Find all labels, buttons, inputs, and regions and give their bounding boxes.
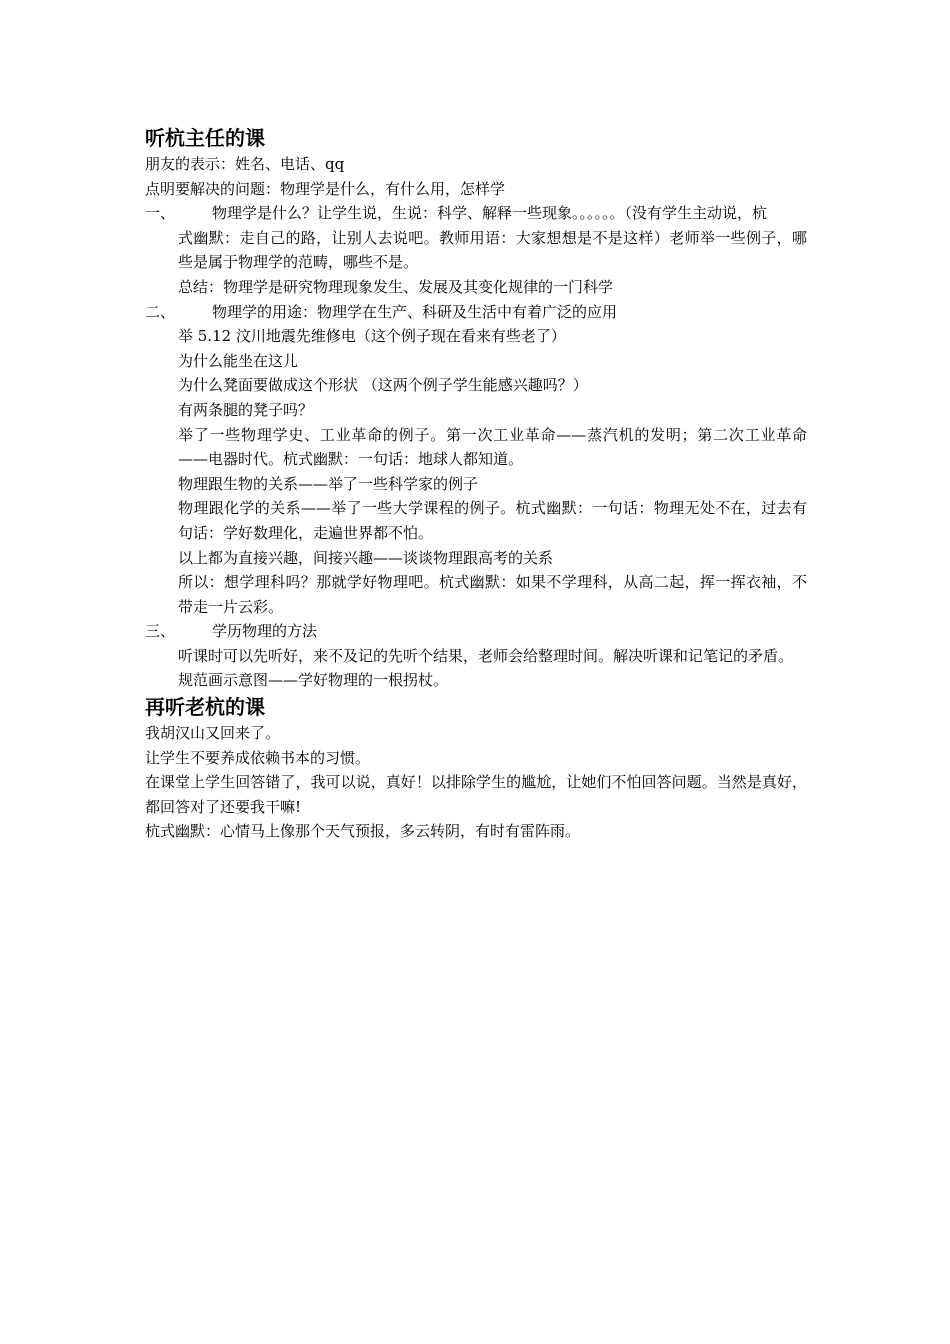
section-2-item: 物理跟化学的关系——举了一些大学课程的例子。杭式幽默：一句话：物理无处不在，过去有句话：学好数理化，走遍世界都不怕。	[178, 499, 807, 542]
section-3	[145, 619, 807, 644]
section-2-item: 举了一些物理学史、工业革命的例子。第一次工业革命——蒸汽机的发明；第二次工业革命——电器时代。杭式幽默：一句话：地球人都知道。	[178, 425, 807, 469]
section-1	[145, 201, 807, 226]
section-2-item: 以上都为直接兴趣，间接兴趣——谈谈物理跟高考的关系	[178, 548, 554, 567]
section-3-title: 学历物理的方法	[212, 622, 318, 641]
section-3-item: 规范画示意图——学好物理的一根拐杖。	[178, 671, 449, 690]
section-1-number: 一、	[145, 204, 176, 223]
section-2-title: 物理学的用途：物理学在生产、科研及生活中有着广泛的应用	[212, 302, 618, 321]
section-2-item: 物理跟生物的关系——举了一些科学家的例子	[178, 474, 479, 493]
section-1-summary: 总结：物理学是研究物理现象发生、发展及其变化规律的一门科学	[178, 277, 614, 296]
paragraph-lecture-2: 杭式幽默：心情马上像那个天气预报，多云转阴，有时有雷阵雨。	[145, 822, 581, 841]
paragraph-lecture-2: 在课堂上学生回答错了，我可以说，真好！以排除学生的尴尬，让她们不怕回答问题。当然是真好，都回答对了还要我干嘛!	[145, 773, 807, 816]
section-2-item: 所以：想学理科吗？那就学好物理吧。杭式幽默：如果不学理科，从高二起，挥一挥衣袖，不带走一片云彩。	[178, 573, 807, 616]
section-2-item: 有两条腿的凳子吗？	[178, 400, 314, 419]
paragraph-lecture-2: 让学生不要养成依赖书本的习惯。	[145, 748, 371, 767]
paragraph-lecture-2: 我胡汉山又回来了。	[145, 724, 281, 743]
section-2-item: 为什么能坐在这儿	[178, 351, 299, 370]
heading-lecture-2: 再听老杭的课	[145, 695, 265, 720]
section-1-line1: 物理学是什么？让学生说，生说：科学、解释一些现象。。。。。。（没有学生主动说，杭	[212, 204, 768, 223]
section-2-item: 为什么凳面要做成这个形状 （这两个例子学生能感兴趣吗？）	[178, 376, 588, 395]
section-3-number: 三、	[145, 622, 176, 641]
heading-lecture-1: 听杭主任的课	[145, 126, 265, 150]
paragraph-questions: 点明要解决的问题：物理学是什么，有什么用，怎样学	[145, 179, 506, 198]
section-2-number: 二、	[145, 302, 176, 321]
section-1-continuation: 式幽默：走自己的路，让别人去说吧。教师用语：大家想想是不是这样）老师举一些例子，哪些是属于物理学的范畴，哪些不是。	[178, 228, 807, 272]
section-3-item: 听课时可以先听好，来不及记的先听个结果，老师会给整理时间。解决听课和记笔记的矛盾。	[178, 646, 794, 665]
section-2	[145, 300, 807, 325]
section-2-item: 举 5.12 汶川地震先维修电（这个例子现在看来有些老了）	[178, 327, 566, 346]
paragraph-friend: 朋友的表示：姓名、电话、qq	[145, 155, 345, 173]
